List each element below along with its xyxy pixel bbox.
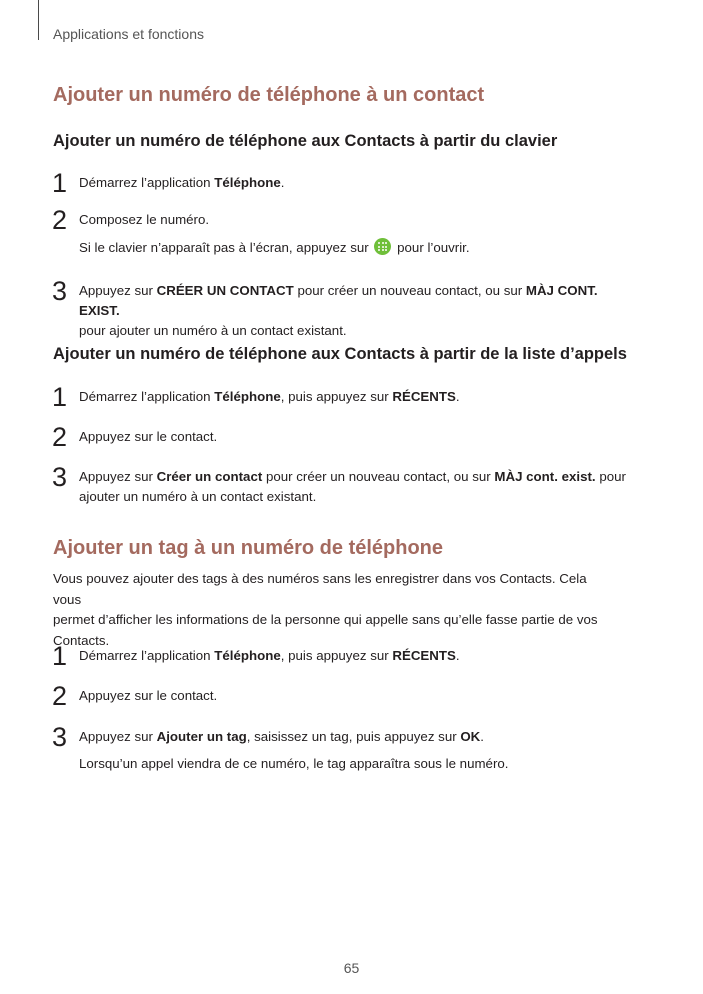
dialpad-icon: [374, 238, 391, 255]
step-text: Appuyez sur Créer un contact pour créer un nouveau contact, ou sur MÀJ cont. exist. pour ajouter un numéro à un contact existant.: [79, 469, 626, 504]
step-text: Composez le numéro.: [79, 212, 210, 227]
step-number: 2: [52, 205, 68, 235]
subsection-title-call-log: Ajouter un numéro de téléphone aux Contacts à partir de la liste d’appels: [53, 345, 627, 363]
step-number: 3: [52, 276, 68, 306]
step-number: 2: [52, 422, 68, 452]
step-text: Appuyez sur le contact.: [79, 429, 218, 444]
step-number: 2: [52, 681, 68, 711]
step-number: 3: [52, 462, 68, 492]
running-header: Applications et fonctions: [53, 26, 204, 42]
step-note: Lorsqu’un appel viendra de ce numéro, le tag apparaîtra sous le numéro.: [79, 756, 509, 771]
page-number: 65: [343, 960, 360, 976]
step-number: 1: [52, 382, 68, 412]
step-text: Démarrez l’application Téléphone.: [79, 175, 285, 190]
header-rule: [38, 0, 39, 40]
step-text: Démarrez l’application Téléphone, puis appuyez sur RÉCENTS.: [79, 389, 460, 404]
step-number: 1: [52, 641, 68, 671]
step-note: Si le clavier n’apparaît pas à l’écran, appuyez sur pour l’ouvrir.: [79, 240, 470, 255]
section-title-add-tag: Ajouter un tag à un numéro de téléphone: [53, 537, 444, 559]
step-number: 1: [52, 168, 68, 198]
step-text: Appuyez sur le contact.: [79, 688, 218, 703]
step-text: Démarrez l’application Téléphone, puis appuyez sur RÉCENTS.: [79, 648, 460, 663]
intro-paragraph: Vous pouvez ajouter des tags à des numéros sans les enregistrer dans vos Contacts. Cela vous permet d’afficher les informations de la personne qui appelle sans qu’elle fasse partie de vos Contacts.: [53, 571, 598, 648]
step-text: Appuyez sur CRÉER UN CONTACT pour créer un nouveau contact, ou sur MÀJ CONT. EXIST. pour ajouter un numéro à un contact existant.: [79, 283, 598, 338]
section-title-add-number: Ajouter un numéro de téléphone à un contact: [53, 84, 485, 106]
subsection-title-keypad: Ajouter un numéro de téléphone aux Contacts à partir du clavier: [53, 132, 558, 150]
step-text: Appuyez sur Ajouter un tag, saisissez un tag, puis appuyez sur OK.: [79, 729, 484, 744]
step-number: 3: [52, 722, 68, 752]
